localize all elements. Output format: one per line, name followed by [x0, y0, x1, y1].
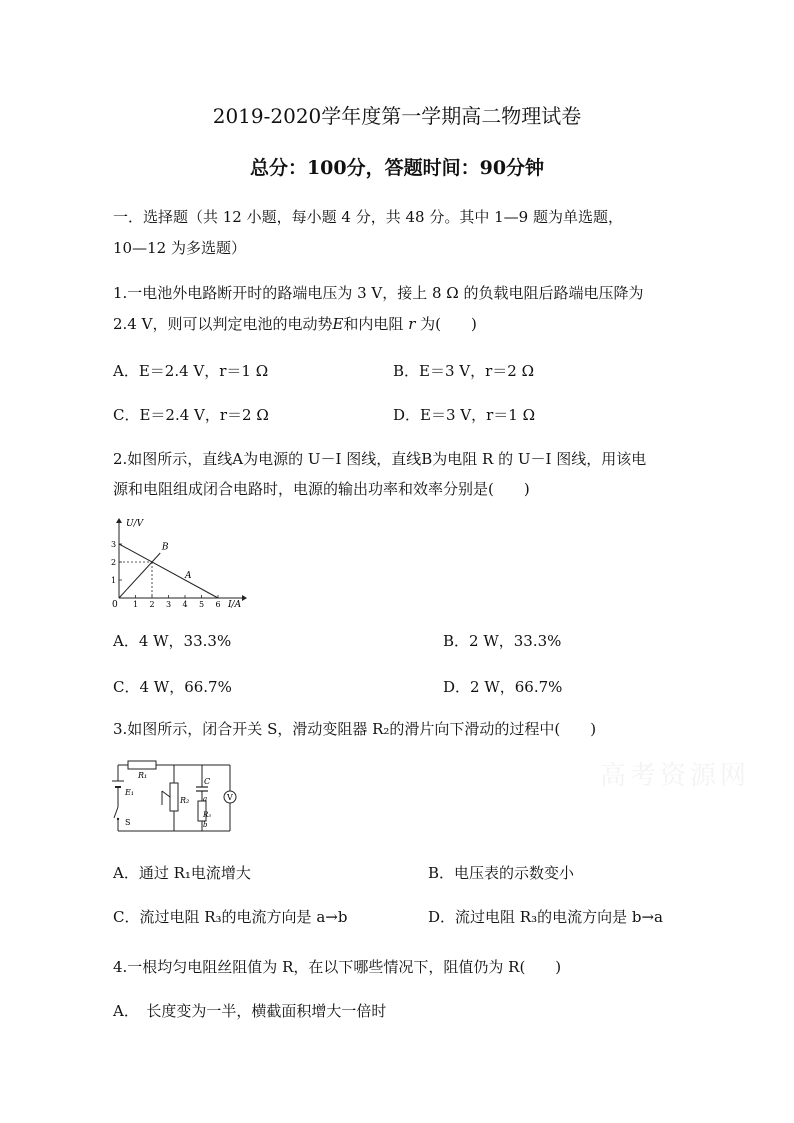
ui-graph [110, 515, 250, 610]
x-tick-label-2: 2 [149, 600, 155, 609]
x-tick-label-5: 5 [199, 600, 205, 609]
q1-stem-line1: 1.一电池外电路断开时的路端电压为 3 V，接上 8 Ω 的负载电阻后路端电压降为 [113, 284, 644, 302]
watermark: 高考资源网 [600, 761, 751, 791]
r1-label: R₁ [138, 771, 148, 780]
q4-stem: 4.一根均匀电阻丝阻值为 R，在以下哪些情况下，阻值仍为 R( ) [113, 958, 562, 976]
q4-option-a[interactable]: A． 长度变为一半，横截面积增大一倍时 [113, 1002, 387, 1020]
q1-option-d[interactable]: D．E＝3 V，r＝1 Ω [393, 406, 536, 424]
x-axis-label: I/A [228, 600, 242, 610]
q3-option-a[interactable]: A．通过 R₁电流增大 [113, 864, 251, 882]
resistor-r1 [128, 761, 156, 769]
line-a-label: A [185, 571, 192, 582]
circuit-diagram [110, 757, 240, 837]
line-b [119, 553, 160, 598]
y-tick-label-2: 2 [111, 558, 117, 567]
s-label: S [125, 818, 131, 827]
origin-label: 0 [112, 600, 118, 610]
q2-option-d[interactable]: D．2 W，66.7% [443, 678, 563, 696]
q1-var-r: r [408, 315, 416, 333]
x-tick-label-6: 6 [215, 600, 221, 609]
b-label: b [203, 821, 208, 829]
c-label: C [204, 777, 211, 786]
section-heading-line2: 10—12 为多选题） [113, 239, 246, 257]
q1-option-b[interactable]: B．E＝3 V，r＝2 Ω [393, 362, 535, 380]
q1-option-c[interactable]: C．E＝2.4 V，r＝2 Ω [113, 406, 269, 424]
q1-stem-line2 [113, 312, 477, 336]
q1-option-a[interactable]: A．E＝2.4 V，r＝1 Ω [113, 362, 269, 380]
r2-label: R₂ [180, 796, 190, 805]
x-tick-label-1: 1 [133, 600, 139, 609]
q2-option-a[interactable]: A．4 W，33.3% [113, 632, 232, 650]
q3-option-c[interactable]: C．流过电阻 R₃的电流方向是 a→b [113, 908, 348, 926]
y-tick-label-3: 3 [111, 540, 117, 549]
y-tick-label-1: 1 [111, 576, 117, 585]
q1-var-e: E [332, 315, 344, 333]
q3-option-b[interactable]: B．电压表的示数变小 [428, 864, 575, 882]
switch-contact [117, 818, 119, 820]
switch-s [114, 807, 118, 818]
page-title: 2019-2020学年度第一学期高二物理试卷 [212, 104, 582, 128]
y-axis-label: U/V [126, 519, 144, 529]
r3-label: R₃ [203, 811, 212, 819]
line-b-label: B [161, 542, 169, 553]
rheostat-r2 [170, 783, 178, 811]
q2-option-b[interactable]: B．2 W，33.3% [443, 632, 562, 650]
q1-stem-text-c: 为( ) [420, 315, 477, 333]
q1-stem-text-a: 2.4 V，则可以判定电池的电动势 [113, 315, 333, 333]
q1-stem-text-b: 和内电阻 [343, 315, 404, 333]
q2-stem-line1: 2.如图所示，直线A为电源的 U－I 图线，直线B为电阻 R 的 U－I 图线，用该电 [113, 450, 647, 468]
section-heading-line1: 一．选择题（共 12 小题，每小题 4 分，共 48 分。其中 1—9 题为单选题， [113, 208, 623, 226]
q3-stem: 3.如图所示，闭合开关 S，滑动变阻器 R₂的滑片向下滑动的过程中( ) [113, 720, 597, 738]
q2-stem-line2: 源和电阻组成闭合电路时，电源的输出功率和效率分别是( ) [113, 480, 530, 498]
x-tick-label-3: 3 [166, 600, 172, 609]
page-subtitle: 总分：100分，答题时间：90分钟 [249, 157, 545, 179]
x-axis-arrow [242, 595, 247, 601]
y-axis-arrow [116, 518, 122, 523]
voltmeter-label: V [227, 793, 233, 802]
e1-label: E₁ [125, 788, 135, 797]
q3-option-d[interactable]: D．流过电阻 R₃的电流方向是 b→a [428, 908, 663, 926]
q2-option-c[interactable]: C．4 W，66.7% [113, 678, 232, 696]
a-label: a [203, 795, 208, 803]
x-tick-label-4: 4 [182, 600, 188, 609]
rheostat-slider [162, 791, 170, 797]
